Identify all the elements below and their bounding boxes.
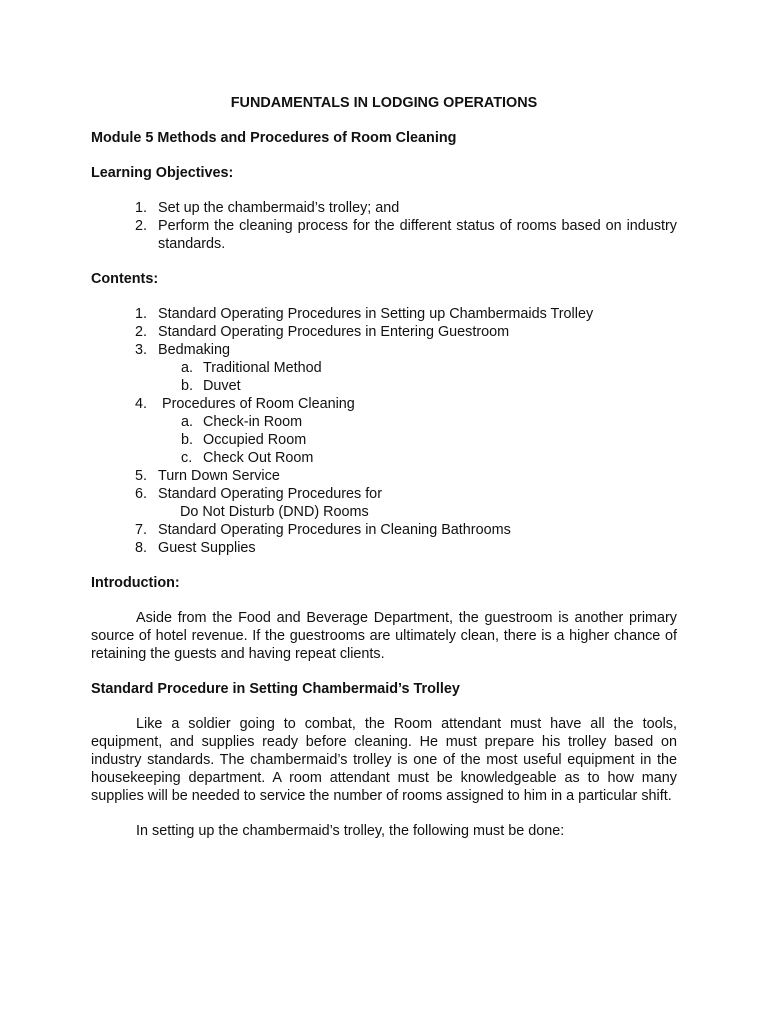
list-item	[91, 395, 677, 467]
sub-list-item	[91, 431, 677, 449]
list-item	[91, 199, 677, 217]
list-item	[91, 305, 677, 323]
sub-list-item	[91, 449, 677, 467]
sub-list-letter: a.	[181, 360, 194, 376]
list-number: 5.	[135, 468, 148, 484]
module-heading: Module 5 Methods and Procedures of Room Cleaning	[91, 130, 457, 146]
contents-list	[91, 305, 677, 557]
sub-list-text: Duvet	[203, 378, 241, 394]
sub-list-item	[91, 413, 677, 431]
trolley-paragraph: Like a soldier going to combat, the Room attendant must have all the tools, equipment, and supplies ready before cleaning. He must prepare his trolley based on industry standards. The chambermaid’s trolley is one of the most useful equipment in the housekeeping department. A room attendant must be knowledgeable as to how many supplies will be needed to service the number of rooms assigned to him in a particular shift.	[91, 716, 677, 804]
sub-list	[158, 359, 677, 395]
list-number: 1.	[135, 306, 148, 322]
list-text: Bedmaking	[158, 342, 230, 358]
sub-list-letter: c.	[181, 450, 193, 466]
list-number: 2.	[135, 324, 148, 340]
trolley-lead-in: In setting up the chambermaid’s trolley, the following must be done:	[136, 823, 565, 839]
sub-list-text: Traditional Method	[203, 360, 322, 376]
list-text: Standard Operating Procedures for	[158, 486, 382, 502]
sub-list-letter: b.	[181, 378, 194, 394]
sub-list-item	[91, 359, 677, 377]
objectives-list	[91, 199, 677, 253]
sub-list-text: Occupied Room	[203, 432, 307, 448]
sub-list-text: Check Out Room	[203, 450, 314, 466]
list-number: 2.	[135, 218, 148, 234]
list-number: 6.	[135, 486, 148, 502]
list-item	[91, 467, 677, 485]
list-item	[91, 539, 677, 557]
list-item	[91, 341, 677, 395]
list-text: Guest Supplies	[158, 540, 256, 556]
sub-list	[158, 413, 677, 467]
list-item	[91, 485, 677, 521]
list-number: 8.	[135, 540, 148, 556]
trolley-heading: Standard Procedure in Setting Chambermaid’s Trolley	[91, 681, 460, 697]
list-text: Turn Down Service	[158, 468, 280, 484]
list-number: 1.	[135, 200, 148, 216]
list-text-continuation: Do Not Disturb (DND) Rooms	[180, 504, 369, 520]
sub-list-item	[91, 377, 677, 395]
list-text: Standard Operating Procedures in Setting up Chambermaids Trolley	[158, 306, 594, 322]
objectives-heading: Learning Objectives:	[91, 165, 234, 181]
list-item	[91, 323, 677, 341]
document-title: FUNDAMENTALS IN LODGING OPERATIONS	[230, 95, 538, 111]
sub-list-letter: a.	[181, 414, 194, 430]
document-body	[91, 94, 677, 857]
list-number: 3.	[135, 342, 148, 358]
list-text: Standard Operating Procedures in Entering Guestroom	[158, 324, 510, 340]
list-text: Set up the chambermaid’s trolley; and	[158, 200, 400, 216]
list-text: Perform the cleaning process for the different status of rooms based on industry standards.	[158, 218, 677, 252]
introduction-paragraph: Aside from the Food and Beverage Department, the guestroom is another primary source of hotel revenue. If the guestrooms are ultimately clean, there is a higher chance of retaining the guests and having repeat clients.	[91, 610, 677, 662]
list-item	[91, 217, 677, 253]
list-text: Standard Operating Procedures in Cleaning Bathrooms	[158, 522, 511, 538]
sub-list-letter: b.	[181, 432, 194, 448]
introduction-heading: Introduction:	[91, 575, 180, 591]
contents-heading: Contents:	[91, 271, 159, 287]
list-item	[91, 521, 677, 539]
list-text: Procedures of Room Cleaning	[162, 396, 355, 412]
sub-list-text: Check-in Room	[203, 414, 303, 430]
list-number: 7.	[135, 522, 148, 538]
list-number: 4.	[135, 396, 148, 412]
